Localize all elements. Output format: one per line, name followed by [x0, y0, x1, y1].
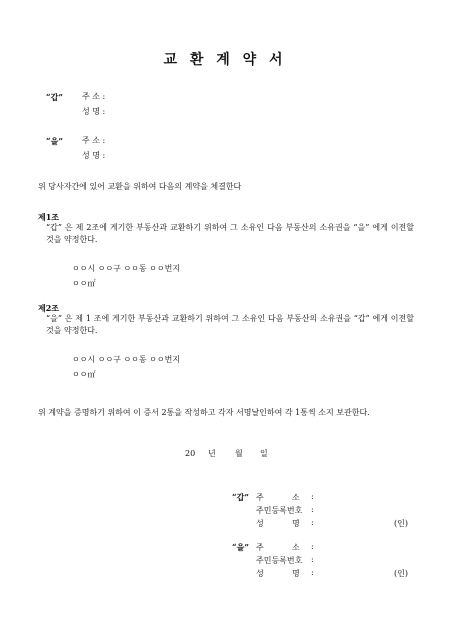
article2-heading: 제2조 — [38, 303, 60, 313]
date-day-unit: 일 — [260, 449, 268, 458]
date-month-unit: 월 — [235, 449, 243, 458]
sig-a-address-label-2: 소 — [292, 493, 300, 502]
sig-a-id-colon: : — [311, 505, 314, 514]
sig-a-name-colon: : — [311, 518, 314, 527]
sig-b-seal: (인) — [394, 569, 408, 578]
party-b-name-label: 성 명 : — [82, 151, 106, 160]
sig-a-name-label-2: 명 — [292, 519, 300, 528]
article1-heading: 제1조 — [38, 212, 60, 222]
sig-a-address-label: 주 — [256, 493, 264, 502]
sig-a-seal: (인) — [394, 519, 408, 528]
sig-b-tag: “을” — [232, 542, 249, 552]
sig-b-address-colon: : — [311, 542, 314, 551]
party-a-tag: “갑” — [46, 92, 63, 102]
party-b-tag: “을” — [46, 136, 63, 146]
article2-area: ㅇㅇ㎡ — [72, 370, 96, 379]
article2-body: “을” 은 제 1 조에 게기한 부동산과 교환하기 위하여 그 소유인 다음 부동산의 소유권을 “갑” 에게 이전할 것을 약정한다. — [46, 314, 414, 335]
article1-area: ㅇㅇ㎡ — [72, 279, 96, 288]
sig-a-id-label: 주민등록번호 — [256, 506, 303, 515]
sig-b-name-label: 성 — [256, 569, 264, 578]
sig-a-address-colon: : — [311, 492, 314, 501]
sig-b-address-label-2: 소 — [292, 543, 300, 552]
party-a-address-label: 주 소 : — [82, 92, 106, 101]
sig-a-tag: “갑” — [232, 492, 249, 502]
sig-b-id-colon: : — [311, 555, 314, 564]
article1-address: ㅇㅇ시 ㅇㅇ구 ㅇㅇ동 ㅇㅇ번지 — [72, 264, 181, 273]
party-a-name-label: 성 명 : — [82, 107, 106, 116]
intro-text: 위 당사자간에 있어 교환을 위하여 다음의 계약을 체결한다 — [38, 182, 242, 191]
sig-b-address-label: 주 — [256, 543, 264, 552]
document-title: 교 환 계 약 서 — [163, 52, 287, 68]
sig-b-name-colon: : — [311, 568, 314, 577]
sig-b-name-label-2: 명 — [292, 569, 300, 578]
article1-body: “갑” 은 제 2조에 게기한 부동산과 교환하기 위하여 그 소유인 다음 부동산의 소유권을 “을” 에게 이전할 것을 약정한다. — [46, 223, 414, 244]
sig-b-id-label: 주민등록번호 — [256, 556, 303, 565]
closing-text: 위 계약을 증명하기 위하여 이 증서 2통을 작성하고 각자 서명날인하여 각 1통씩 소지 보관한다. — [38, 408, 370, 417]
party-b-address-label: 주 소 : — [82, 136, 106, 145]
date-year: 20 — [185, 449, 196, 458]
date-year-unit: 년 — [208, 449, 216, 458]
article2-address: ㅇㅇ시 ㅇㅇ구 ㅇㅇ동 ㅇㅇ번지 — [72, 355, 181, 364]
sig-a-name-label: 성 — [256, 519, 264, 528]
